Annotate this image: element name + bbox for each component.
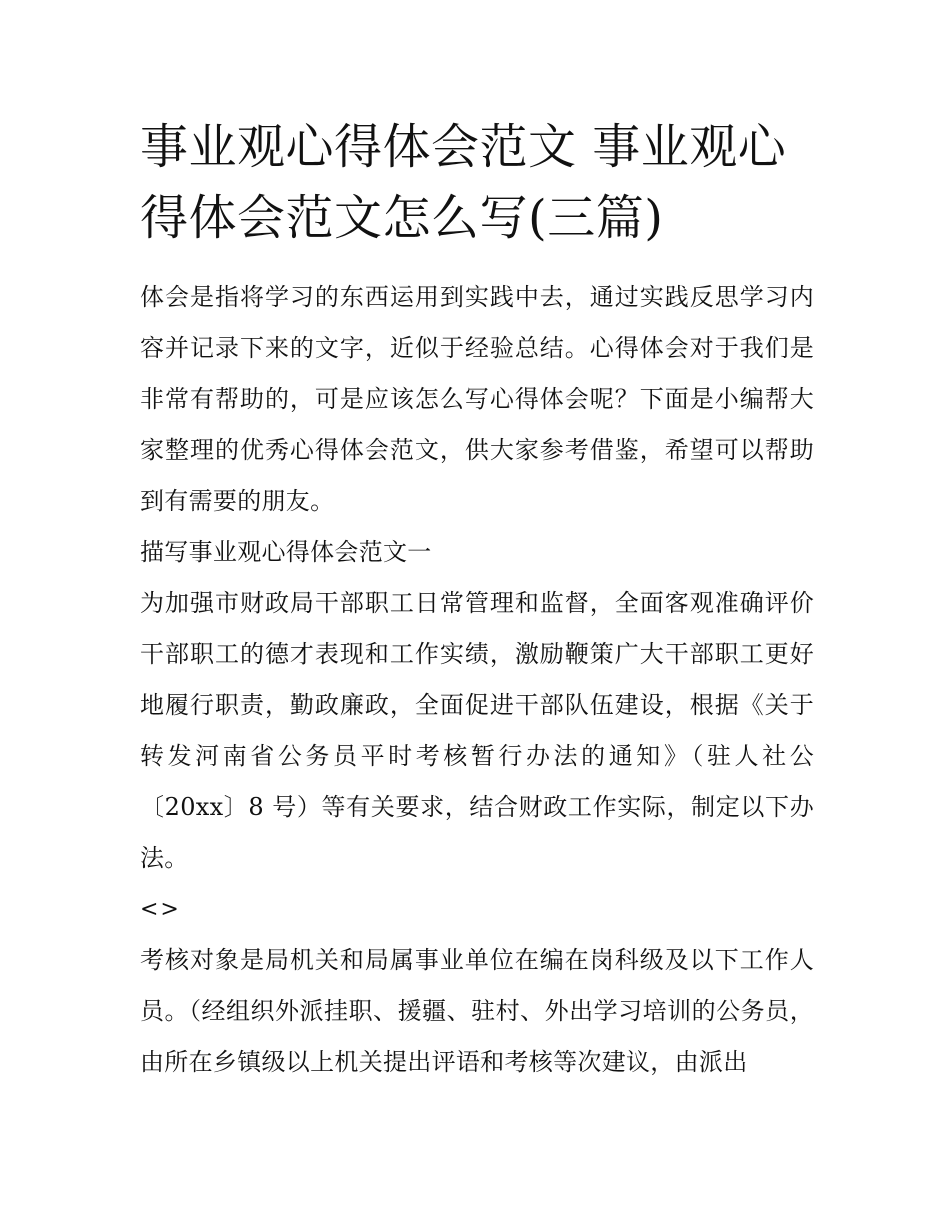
placeholder-marker: <> [140,897,181,922]
body-paragraph-2: 考核对象是局机关和局属事业单位在编在岗科级及以下工作人员。（经组织外派挂职、援疆、驻村、外出学习培训的公务员，由所在乡镇级以上机关提出评语和考核等次建议，由派出 [140,946,814,1076]
body-paragraph-1: 为加强市财政局干部职工日常管理和监督，全面客观准确评价干部职工的德才表现和工作实绩，激励鞭策广大干部职工更好地履行职责，勤政廉政，全面促进干部队伍建设，根据《关于转发河南省公务员平时考核暂行办法的通知》（驻人社公〔20xx〕8 号）等有关要求，结合财政工作实际，制定以下办法。 [140,589,814,872]
document-body [140,112,814,1088]
document-title: 事业观心得体会范文 事业观心得体会范文怎么写(三篇) [140,119,787,246]
intro-paragraph: 体会是指将学习的东西运用到实践中去，通过实践反思学习内容并记录下来的文字，近似于经验总结。心得体会对于我们是非常有帮助的，可是应该怎么写心得体会呢？下面是小编帮大家整理的优秀心得体会范文，供大家参考借鉴，希望可以帮助到有需要的朋友。 [140,283,814,515]
section-heading: 描写事业观心得体会范文一 [140,538,432,566]
